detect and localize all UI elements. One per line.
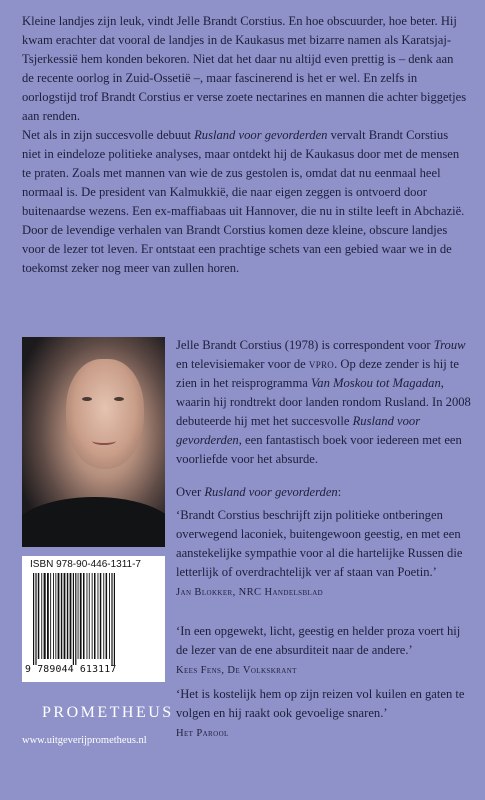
barcode-bar bbox=[73, 573, 74, 665]
author-bio-text-4: , waarin hij rondtrekt door landen rondom Rusland. In 2008 debuteerde hij met het succesvolle bbox=[176, 376, 471, 428]
author-bio-text-3: . Op deze zender is hij te zien in het reisprogramma bbox=[176, 357, 459, 390]
review-quote-text: ‘Brandt Corstius beschrijft zijn politieke ontberingen overwegend laconiek, buitengewoon geestig, en met een aanstekelijke sympathie voor al die hartelijke Russen die letterlijk of overdrachtelijk ver af staan van Poetin.’ bbox=[176, 508, 463, 579]
blurb-p2-after: vervalt Brandt Corstius niet in eindeloze politieke analyses, maar ontdekt hij de Kaukasus door met de mensen te praten. Zoals met mannen van wie de zus gestolen is, omdat dat nu eenmaal heel normaal is. De president van Kalmukkië, die naar eigen zeggen is ontvoerd door buitenaardse wezens. Een ex-maffiabaas uit Hannover, die nu in stilte leeft in Abchazië. bbox=[22, 128, 465, 218]
barcode-bar bbox=[70, 573, 72, 659]
barcode-bar bbox=[61, 573, 63, 659]
review-quote-source: Jan Blokker, NRC Handelsblad bbox=[176, 587, 324, 598]
review-quote-source: Kees Fens, De Volkskrant bbox=[176, 665, 297, 676]
author-eye-left bbox=[82, 397, 92, 401]
review-quote-text: ‘In een opgewekt, licht, geestig en helder proza voert hij de lezer van de ene absurditeit naar de andere.’ bbox=[176, 624, 461, 657]
review-quote-source: Het Parool bbox=[176, 728, 229, 739]
barcode-bar bbox=[50, 573, 51, 659]
barcode-bar bbox=[100, 573, 102, 659]
barcode-bar bbox=[47, 573, 49, 659]
barcode-bars bbox=[31, 573, 157, 665]
author-face bbox=[66, 359, 144, 469]
barcode-bar bbox=[94, 573, 96, 659]
author-shoulders bbox=[22, 497, 165, 547]
barcode-bar bbox=[64, 573, 66, 659]
reviews-heading-title: Rusland voor gevorderden bbox=[204, 485, 338, 499]
publisher-logo: PROMETHEUS bbox=[42, 704, 174, 721]
review-quote bbox=[176, 506, 472, 602]
barcode-bar bbox=[109, 573, 110, 659]
barcode-bar bbox=[114, 573, 115, 665]
author-bio-trouw: Trouw bbox=[433, 338, 466, 352]
barcode-bar bbox=[89, 573, 90, 659]
barcode-bar bbox=[83, 573, 85, 659]
blurb-paragraph-3: Door de levendige verhalen van Brandt Corstius komen deze kleine, obscure landjes voor de lezer tot leven. Er ontstaat een prachtige schets van een gebied waar we in de toekomst zeker nog meer van zullen horen. bbox=[22, 223, 452, 275]
barcode-bar bbox=[106, 573, 108, 659]
author-bio-book: Rusland voor gevorderden bbox=[176, 414, 421, 447]
barcode-bar bbox=[98, 573, 99, 659]
author-bio-text-5: , een fantastisch boek voor iedereen met een voorliefde voor het absurde. bbox=[176, 433, 462, 466]
author-eye-right bbox=[114, 397, 124, 401]
barcode-bar bbox=[58, 573, 60, 659]
barcode-digits: 9 789044 613117 bbox=[25, 664, 117, 675]
review-quote-text: ‘Het is kostelijk hem op zijn reizen vol kuilen en gaten te volgen en hij raakt ook gevoelige snaren.’ bbox=[176, 687, 465, 720]
author-bio-text-1: Jelle Brandt Corstius (1978) is correspondent voor bbox=[176, 338, 434, 352]
blurb-paragraph-2 bbox=[22, 126, 468, 221]
back-cover-blurb bbox=[22, 12, 468, 278]
blurb-paragraph-1: Kleine landjes zijn leuk, vindt Jelle Brandt Corstius. En hoe obscuurder, hoe beter. Hij kwam erachter dat vooral de landjes in de Kaukasus met bizarre namen als Karatsjaj-Tsjerkessië hem konden bekoren. Niet dat het daar nu altijd even prettig is – denk aan de recente oorlog in Zuid-Ossetië –, maar fascinerend is het er wel. En zelfs in oorlogstijd trof Brandt Corstius er verse zoete nectarines en mannen die achter biggetjes aan renden. bbox=[22, 14, 467, 123]
author-bio bbox=[176, 336, 471, 469]
barcode-bar bbox=[33, 573, 34, 665]
barcode-label bbox=[22, 556, 165, 682]
barcode-bar bbox=[92, 573, 93, 659]
isbn-number: ISBN 978-90-446-1311-7 bbox=[30, 559, 141, 570]
author-bio-program: Van Moskou tot Magadan bbox=[310, 376, 441, 390]
author-bio-text-2: en televisiemaker voor de bbox=[176, 357, 309, 371]
barcode-bar bbox=[87, 573, 88, 659]
reviews-heading-prefix: Over bbox=[176, 485, 205, 499]
publisher-url: www.uitgeverijprometheus.nl bbox=[22, 735, 147, 746]
author-bio-vpro: vpro bbox=[308, 357, 335, 371]
barcode-bar bbox=[53, 573, 54, 659]
reviews-heading bbox=[176, 485, 341, 500]
author-mouth bbox=[92, 437, 116, 445]
barcode-bar bbox=[67, 573, 69, 659]
author-photo bbox=[22, 337, 165, 547]
barcode-bar bbox=[75, 573, 76, 665]
barcode-bar bbox=[78, 573, 79, 659]
blurb-p2-before: Net als in zijn succesvolle debuut bbox=[22, 128, 195, 142]
blurb-p2-title: Rusland voor gevorderden bbox=[194, 128, 328, 142]
barcode-bar bbox=[111, 573, 112, 665]
barcode-bar bbox=[55, 573, 56, 659]
barcode-bar bbox=[44, 573, 46, 659]
barcode-bar bbox=[35, 573, 36, 665]
review-quote bbox=[176, 622, 472, 680]
review-quote bbox=[176, 685, 472, 743]
barcode-bar bbox=[103, 573, 104, 659]
reviews-heading-suffix: : bbox=[337, 485, 342, 499]
barcode-bar bbox=[80, 573, 82, 659]
barcode-bar bbox=[41, 573, 42, 659]
barcode-bar bbox=[38, 573, 40, 659]
